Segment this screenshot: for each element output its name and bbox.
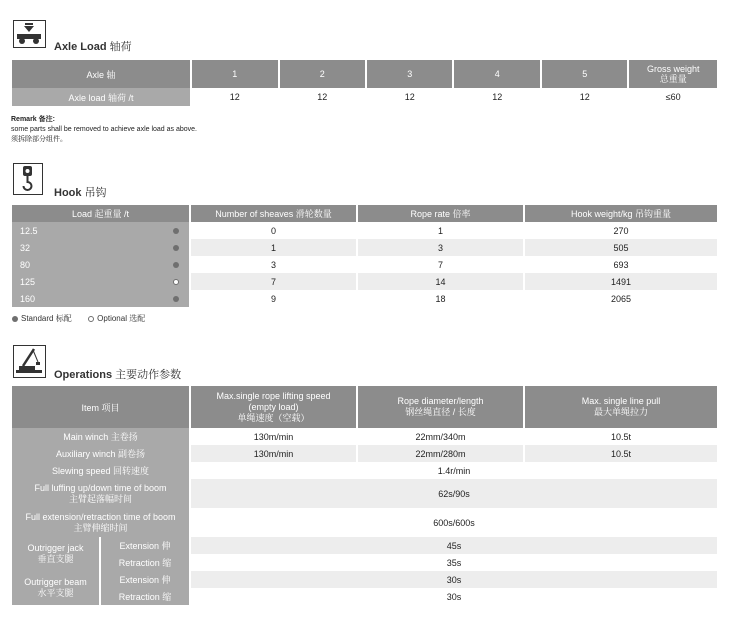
standard-dot-icon [173,262,179,268]
axle-load-title-cn: 轴荷 [109,41,132,53]
aux-winch-rope: 22mm/280m [358,445,523,462]
outrigger-beam-label-cn: 水平支腿 [37,588,74,598]
legend-optional: Optional 选配 [97,314,146,323]
hook-rate: 3 [358,239,523,256]
jack-extension-label: Extension 伸 [101,537,189,554]
ops-header-pull-2: 最大单绳拉力 [594,407,649,417]
aux-winch-speed: 130m/min [191,445,356,462]
axle-load-value-5: 12 [542,88,627,106]
hook-row [12,273,717,290]
hook-sheaves: 7 [191,273,356,290]
luffing-label [12,479,189,508]
outrigger-jack-label-en: Outrigger jack [27,543,84,553]
remark-title: Remark 备注: [11,116,55,123]
hook-sheaves: 1 [191,239,356,256]
luffing-label-en: Full luffing up/down time of boom [34,482,167,493]
hook-weight: 1491 [525,273,717,290]
hook-load-cell [12,290,189,307]
gross-weight-label-en: Gross weight [646,64,700,74]
operations-title [54,366,181,382]
ops-header-speed-1: Max.single rope lifting speed [216,390,331,401]
hook-rate: 7 [358,256,523,273]
extension-label [12,508,189,537]
hook-header-sheaves: Number of sheaves 滑轮数量 [191,205,356,222]
hook-icon [13,163,43,195]
beam-retraction-label: Retraction 缩 [101,588,189,605]
axle-load-value-1: 12 [192,88,277,106]
axle-load-value-4: 12 [454,88,539,106]
gross-weight-value: ≤60 [629,88,717,106]
jack-retraction-label: Retraction 缩 [101,554,189,571]
hook-row [12,239,717,256]
operations-title-en: Operations [54,369,113,381]
operations-icon [13,345,46,378]
axle-remark [11,115,197,145]
gross-weight-header [629,60,717,88]
jack-extension-value: 45s [191,537,717,554]
hook-load: 12.5 [20,225,38,236]
beam-extension-label: Extension 伸 [101,571,189,588]
hook-weight: 270 [525,222,717,239]
outrigger-jack-label [12,537,99,571]
outrigger-jack-label-cn: 垂直支腿 [37,554,74,564]
hook-load-cell [12,239,189,256]
hook-title [54,184,107,200]
aux-winch-pull: 10.5t [525,445,717,462]
hook-row [12,290,717,307]
optional-dot-icon [173,279,179,285]
hook-row [12,256,717,273]
jack-retraction-value: 35s [191,554,717,571]
extension-label-en: Full extension/retraction time of boom [25,511,176,522]
axle-column-1: 1 [192,60,277,88]
standard-dot-icon [173,245,179,251]
axle-load-title [54,38,132,54]
hook-load: 125 [20,276,36,287]
standard-dot-icon [173,228,179,234]
axle-load-value-2: 12 [280,88,365,106]
ops-header-pull-1: Max. single line pull [581,396,661,406]
hook-title-en: Hook [54,187,82,199]
hook-rate: 18 [358,290,523,307]
beam-extension-value: 30s [191,571,717,588]
axle-load-row-label: Axle load 轴荷 /t [12,88,190,106]
legend-standard: Standard 标配 [21,314,72,323]
ops-header-speed [191,386,356,428]
gross-weight-label-cn: 总重量 [659,74,687,84]
hook-load: 32 [20,242,31,253]
ops-header-rope-2: 钢丝绳直径 / 长度 [405,407,476,417]
axle-column-3: 3 [367,60,452,88]
hook-weight: 693 [525,256,717,273]
hook-legend [12,313,145,324]
hook-sheaves: 3 [191,256,356,273]
outrigger-beam-label [12,571,99,605]
hook-rate: 14 [358,273,523,290]
operations-title-cn: 主要动作参数 [115,369,182,381]
axle-load-value-3: 12 [367,88,452,106]
standard-dot-icon [173,296,179,302]
outrigger-beam-label-en: Outrigger beam [24,577,87,587]
axle-load-title-en: Axle Load [54,41,107,53]
optional-dot-icon [88,316,94,322]
hook-sheaves: 9 [191,290,356,307]
hook-row [12,222,717,239]
axle-column-5: 5 [542,60,627,88]
ops-header-speed-3: 单绳速度（空载） [237,412,310,423]
ops-header-rope [358,386,523,428]
main-winch-pull: 10.5t [525,428,717,445]
ops-header-rope-1: Rope diameter/length [397,396,484,406]
axle-header-label: Axle 轴 [12,60,190,88]
hook-header-rate: Rope rate 倍率 [358,205,523,222]
main-winch-label: Main winch 主卷扬 [12,428,189,445]
hook-load-cell [12,273,189,290]
axle-load-table [10,60,719,106]
remark-en: some parts shall be removed to achieve axle load as above. [11,126,197,133]
standard-dot-icon [12,316,18,322]
hook-weight: 505 [525,239,717,256]
extension-value: 600s/600s [191,508,717,537]
luffing-value: 62s/90s [191,479,717,508]
ops-header-pull [525,386,717,428]
hook-header-weight: Hook weight/kg 吊钩重量 [525,205,717,222]
hook-weight: 2065 [525,290,717,307]
hook-title-cn: 吊钩 [84,187,107,199]
main-winch-speed: 130m/min [191,428,356,445]
axle-column-4: 4 [454,60,539,88]
hook-sheaves: 0 [191,222,356,239]
remark-cn: 须拆除部分组件。 [11,136,67,143]
aux-winch-label: Auxiliary winch 副卷扬 [12,445,189,462]
hook-load: 160 [20,293,36,304]
ops-header-speed-2: (empty load) [248,401,299,412]
hook-table [10,205,719,307]
axle-load-icon [13,20,46,48]
beam-retraction-value: 30s [191,588,717,605]
hook-load-cell [12,222,189,239]
slewing-value: 1.4r/min [191,462,717,479]
slewing-label: Slewing speed 回转速度 [12,462,189,479]
hook-header-load: Load 起重量 /t [12,205,189,222]
main-winch-rope: 22mm/340m [358,428,523,445]
axle-column-2: 2 [280,60,365,88]
hook-rate: 1 [358,222,523,239]
operations-table [10,386,719,605]
luffing-label-cn: 主臂起落幅时间 [69,493,133,504]
ops-header-item: Item 项目 [12,386,189,428]
hook-load-cell [12,256,189,273]
extension-label-cn: 主臂伸缩时间 [73,522,128,533]
hook-load: 80 [20,259,31,270]
